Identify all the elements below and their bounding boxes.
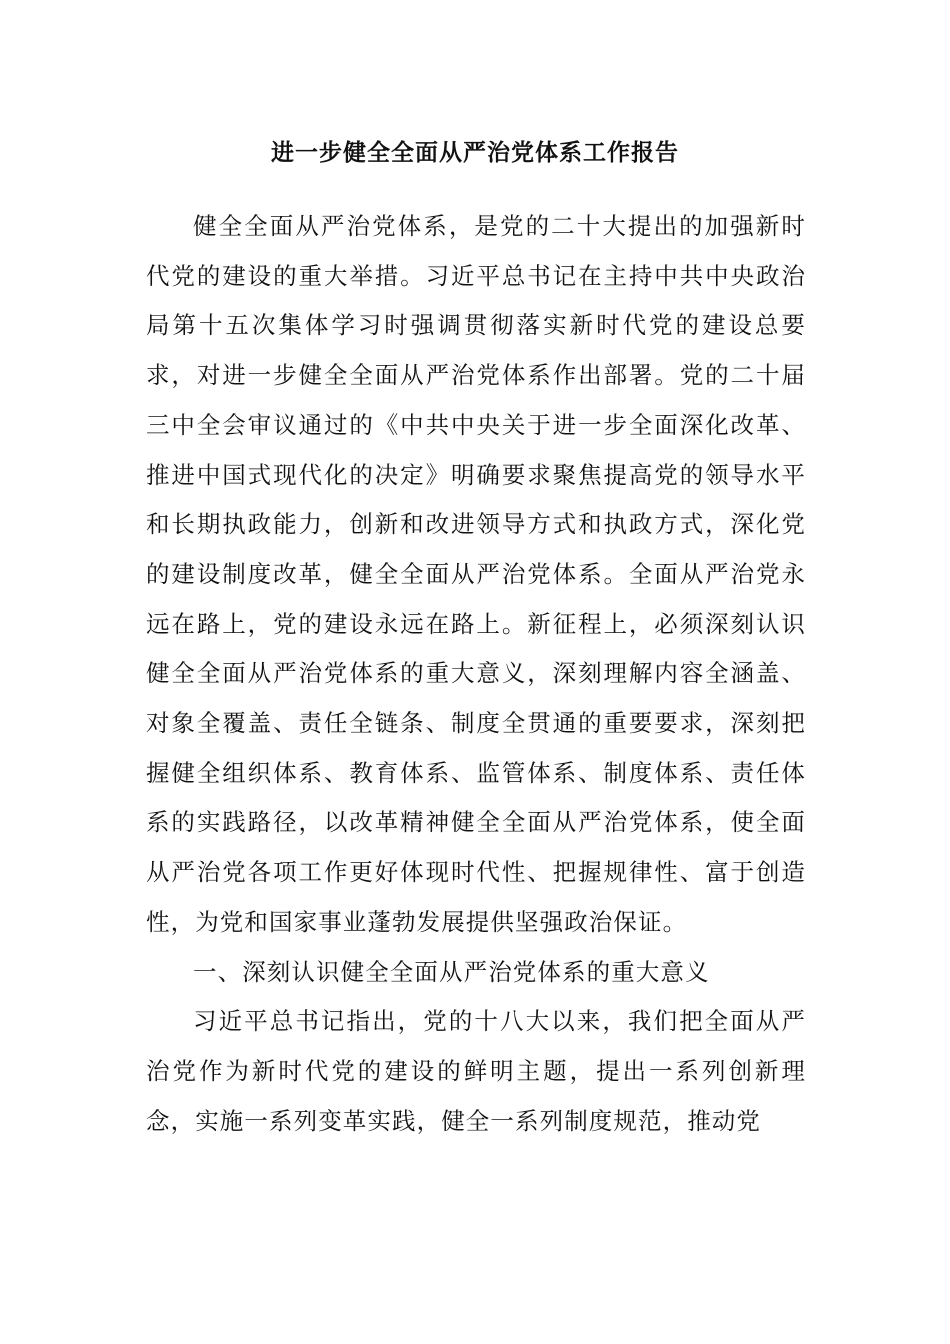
intro-paragraph: 健全全面从严治党体系，是党的二十大提出的加强新时代党的建设的重大举措。习近平总书记在主持中共中央政治局第十五次集体学习时强调贯彻落实新时代党的建设总要求，对进一步健全全面从严治党体系作出部署。党的二十届三中全会审议通过的《中共中央关于进一步全面深化改革、推进中国式现代化的决定》明确要求聚焦提高党的领导水平和长期执政能力，创新和改进领导方式和执政方式，深化党的建设制度改革，健全全面从严治党体系。全面从严治党永远在路上，党的建设永远在路上。新征程上，必须深刻认识健全全面从严治党体系的重大意义，深刻理解内容全涵盖、对象全覆盖、责任全链条、制度全贯通的重要要求，深刻把握健全组织体系、教育体系、监管体系、制度体系、责任体系的实践路径，以改革精神健全全面从严治党体系，使全面从严治党各项工作更好体现时代性、把握规律性、富于创造性，为党和国家事业蓬勃发展提供坚强政治保证。: [146, 212, 806, 936]
section-heading: 一、深刻认识健全全面从严治党体系的重大意义: [193, 957, 710, 986]
document-title: 进一步健全全面从严治党体系工作报告: [271, 139, 679, 166]
section-paragraph: 习近平总书记指出，党的十八大以来，我们把全面从严治党作为新时代党的建设的鲜明主题，提出一系列创新理念，实施一系列变革实践，健全一系列制度规范，推动党: [146, 1007, 806, 1135]
document-body: [146, 202, 806, 1146]
